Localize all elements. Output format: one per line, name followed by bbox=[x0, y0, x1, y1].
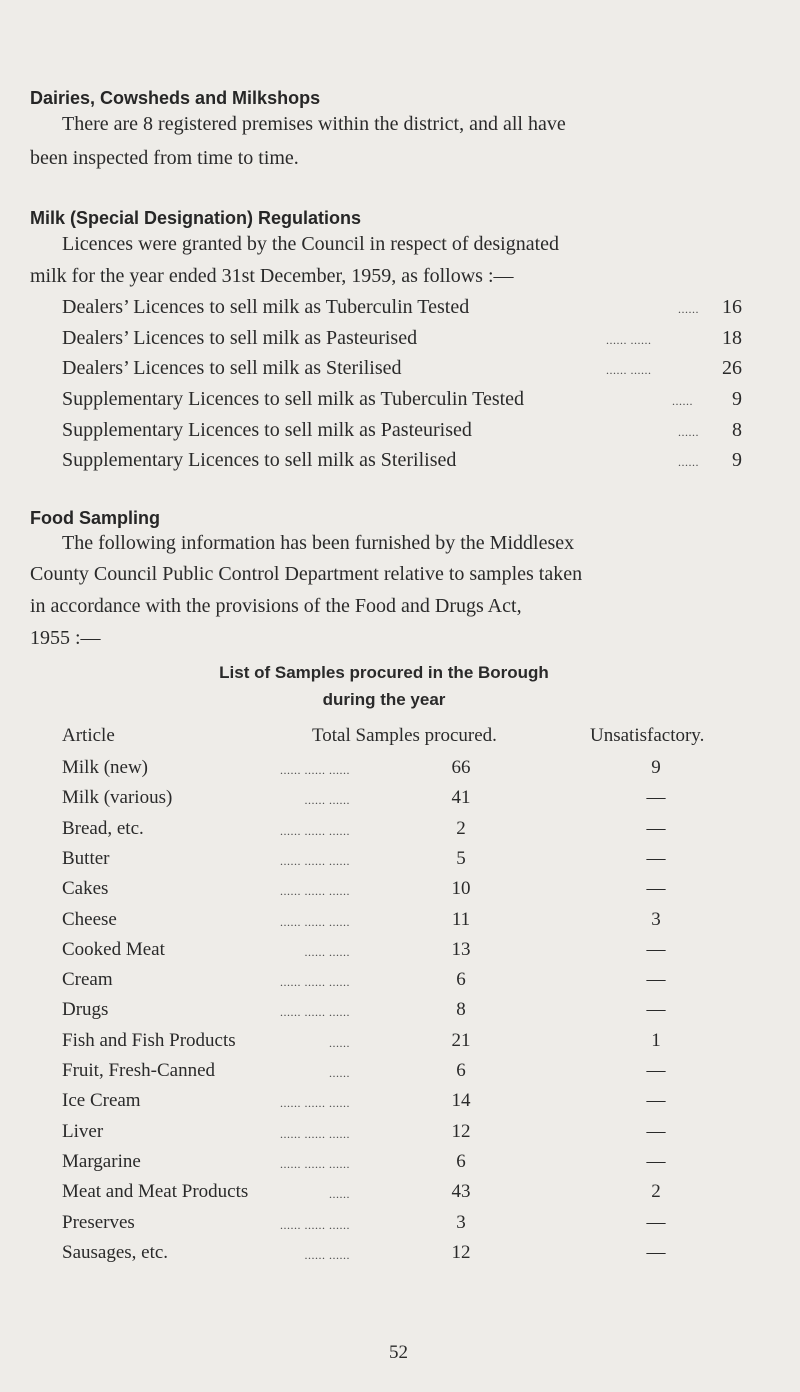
table-row-total: 6 bbox=[456, 1151, 466, 1172]
leader-dots: ...... bbox=[672, 394, 693, 408]
table-row-unsatisfactory: — bbox=[646, 878, 666, 899]
leader-dots: ...... ...... ...... bbox=[280, 1096, 350, 1110]
table-row-total: 10 bbox=[451, 878, 471, 899]
table-title: List of Samples procured in the Borough bbox=[219, 663, 549, 682]
food-sampling-line-2: County Council Public Control Department relative to samples taken bbox=[30, 563, 583, 585]
leader-dots: ...... bbox=[329, 1066, 350, 1080]
leader-dots: ...... ...... ...... bbox=[280, 884, 350, 898]
column-header-article: Article bbox=[62, 725, 115, 746]
table-row-unsatisfactory: — bbox=[646, 1090, 666, 1111]
table-row-total: 2 bbox=[456, 818, 466, 839]
licence-count: 9 bbox=[732, 388, 742, 410]
table-row-total: 12 bbox=[451, 1242, 471, 1263]
table-row-article: Preserves bbox=[62, 1212, 135, 1233]
table-row-article: Milk (various) bbox=[62, 787, 173, 808]
table-row-total: 13 bbox=[451, 939, 471, 960]
leader-dots: ...... ...... bbox=[304, 945, 350, 959]
milk-regs-line-1: Licences were granted by the Council in respect of designated bbox=[62, 233, 560, 255]
leader-dots: ...... ...... bbox=[304, 1248, 350, 1262]
table-row-unsatisfactory: — bbox=[646, 787, 666, 808]
table-row-unsatisfactory: — bbox=[646, 1212, 666, 1233]
table-row-total: 43 bbox=[451, 1181, 471, 1202]
milk-regs-line-2: milk for the year ended 31st December, 1959, as follows :— bbox=[30, 265, 514, 287]
milk-regs-heading: Milk (Special Designation) Regulations bbox=[30, 208, 362, 228]
table-row-article: Cooked Meat bbox=[62, 939, 165, 960]
leader-dots: ...... ...... ...... bbox=[280, 1127, 350, 1141]
table-row-unsatisfactory: — bbox=[646, 1060, 666, 1081]
licence-label: Supplementary Licences to sell milk as Tuberculin Tested bbox=[62, 388, 525, 410]
column-header-unsatisfactory: Unsatisfactory. bbox=[590, 725, 705, 746]
leader-dots: ...... ...... ...... bbox=[280, 854, 350, 868]
table-row-unsatisfactory: — bbox=[646, 1151, 666, 1172]
table-row-article: Butter bbox=[62, 848, 110, 869]
table-row-unsatisfactory: — bbox=[646, 999, 666, 1020]
leader-dots: ...... ...... ...... bbox=[280, 824, 350, 838]
licence-count: 26 bbox=[722, 357, 742, 379]
table-row-unsatisfactory: — bbox=[646, 1242, 666, 1263]
table-row-unsatisfactory: — bbox=[646, 1121, 666, 1142]
table-row-total: 6 bbox=[456, 1060, 466, 1081]
table-row-unsatisfactory: — bbox=[646, 848, 666, 869]
table-row-total: 3 bbox=[456, 1212, 466, 1233]
licence-count: 16 bbox=[722, 296, 742, 318]
page-number: 52 bbox=[389, 1342, 408, 1363]
licence-count: 18 bbox=[722, 327, 742, 349]
leader-dots: ...... bbox=[329, 1187, 350, 1201]
table-row-article: Margarine bbox=[62, 1151, 141, 1172]
licence-count: 9 bbox=[732, 449, 742, 471]
table-row-article: Liver bbox=[62, 1121, 104, 1142]
table-row-article: Milk (new) bbox=[62, 757, 149, 778]
leader-dots: ...... ...... ...... bbox=[280, 975, 350, 989]
table-row-unsatisfactory: 3 bbox=[651, 909, 661, 930]
leader-dots: ...... ...... ...... bbox=[280, 1157, 350, 1171]
table-row-total: 11 bbox=[451, 909, 471, 930]
table-row-unsatisfactory: 9 bbox=[651, 757, 661, 778]
table-row-total: 66 bbox=[451, 757, 471, 778]
licence-count: 8 bbox=[732, 419, 742, 441]
food-sampling-line-3: in accordance with the provisions of the Food and Drugs Act, bbox=[30, 595, 522, 617]
table-subtitle: during the year bbox=[322, 690, 446, 709]
food-sampling-line-1: The following information has been furnished by the Middlesex bbox=[62, 532, 575, 554]
leader-dots: ...... bbox=[678, 455, 699, 469]
food-sampling-heading: Food Sampling bbox=[30, 508, 160, 528]
table-row-total: 41 bbox=[451, 787, 471, 808]
dairies-line-2: been inspected from time to time. bbox=[30, 147, 299, 169]
leader-dots: ...... ...... ...... bbox=[280, 763, 350, 777]
dairies-line-1: There are 8 registered premises within the district, and all have bbox=[62, 113, 566, 135]
licence-label: Dealers’ Licences to sell milk as Sterilised bbox=[62, 357, 402, 379]
table-row-article: Bread, etc. bbox=[62, 818, 144, 839]
table-row-total: 21 bbox=[451, 1030, 471, 1051]
table-row-article: Cheese bbox=[62, 909, 117, 930]
licence-label: Supplementary Licences to sell milk as Sterilised bbox=[62, 449, 457, 471]
table-row-article: Ice Cream bbox=[62, 1090, 141, 1111]
leader-dots: ...... ...... ...... bbox=[280, 1218, 350, 1232]
table-row-unsatisfactory: — bbox=[646, 818, 666, 839]
table-row-unsatisfactory: 1 bbox=[651, 1030, 661, 1051]
table-row-article: Meat and Meat Products bbox=[62, 1181, 249, 1202]
table-row-unsatisfactory: — bbox=[646, 969, 666, 990]
table-row-total: 12 bbox=[451, 1121, 471, 1142]
table-row-unsatisfactory: — bbox=[646, 939, 666, 960]
table-row-article: Cakes bbox=[62, 878, 109, 899]
table-row-total: 6 bbox=[456, 969, 466, 990]
table-row-article: Fish and Fish Products bbox=[62, 1030, 236, 1051]
table-row-article: Fruit, Fresh-Canned bbox=[62, 1060, 216, 1081]
table-row-total: 14 bbox=[451, 1090, 471, 1111]
table-row-unsatisfactory: 2 bbox=[651, 1181, 661, 1202]
table-row-article: Sausages, etc. bbox=[62, 1242, 169, 1263]
leader-dots: ...... bbox=[678, 425, 699, 439]
column-header-total: Total Samples procured. bbox=[312, 725, 497, 746]
leader-dots: ...... ...... ...... bbox=[280, 1005, 350, 1019]
leader-dots: ...... ...... bbox=[304, 793, 350, 807]
licence-label: Dealers’ Licences to sell milk as Tuberculin Tested bbox=[62, 296, 470, 318]
leader-dots: ...... bbox=[678, 302, 699, 316]
table-row-total: 8 bbox=[456, 999, 466, 1020]
licence-label: Dealers’ Licences to sell milk as Pasteurised bbox=[62, 327, 418, 349]
leader-dots: ...... ...... bbox=[606, 363, 652, 377]
licence-label: Supplementary Licences to sell milk as Pasteurised bbox=[62, 419, 472, 441]
dairies-heading: Dairies, Cowsheds and Milkshops bbox=[30, 88, 321, 108]
food-sampling-line-4: 1955 :— bbox=[30, 627, 101, 649]
leader-dots: ...... ...... ...... bbox=[280, 915, 350, 929]
leader-dots: ...... bbox=[329, 1036, 350, 1050]
table-row-article: Cream bbox=[62, 969, 113, 990]
leader-dots: ...... ...... bbox=[606, 333, 652, 347]
table-row-article: Drugs bbox=[62, 999, 109, 1020]
table-row-total: 5 bbox=[456, 848, 466, 869]
